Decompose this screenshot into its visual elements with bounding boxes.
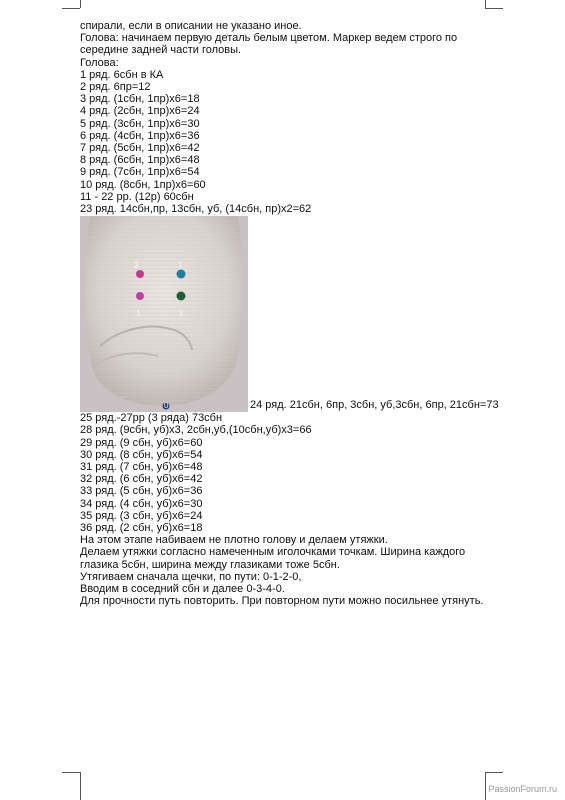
crop-mark-top-left-h [62,8,80,9]
text-line: 34 ряд. (4 сбн, уб)х6=30 [80,497,203,510]
crop-mark-top-left-v [80,0,81,8]
text-line: 30 ряд. (8 сбн, уб)х6=54 [80,448,203,461]
text-line: середине задней части головы. [80,44,242,57]
text-line: глазика 5сбн, ширина между глазиками тоже 5сбн. [80,558,340,571]
pin-label: 0 [164,401,169,411]
text-line: 35 ряд. (3 сбн, уб)х6=24 [80,509,203,522]
text-line: Делаем утяжки согласно намеченным иголочками точкам. Ширина каждого [80,546,466,559]
text-line: 7 ряд. (5сбн, 1пр)х6=42 [80,142,200,155]
text-line: 9 ряд. (7сбн, 1пр)х6=54 [80,166,200,179]
text-line: 10 ряд. (8сбн, 1пр)х6=60 [80,178,206,191]
pin-label: 1 [178,260,184,271]
text-line: 36 ряд. (2 сбн, уб)х6=18 [80,522,203,535]
text-line: Голова: начинаем первую деталь белым цветом. Маркер ведем строго по [80,32,458,45]
text-line: Для прочности путь повторить. При повторном пути можно посильнее утянуть. [80,595,484,608]
text-line: 32 ряд. (6 сбн, уб)х6=42 [80,473,203,486]
text-line: 1 ряд. 6сбн в КА [80,68,164,81]
text-line: 5 ряд. (3сбн, 1пр)х6=30 [80,117,200,130]
text-line: спирали, если в описании не указано иное. [80,20,302,32]
text-line: Вводим в соседний сбн и далее 0-3-4-0. [80,583,285,596]
text-line: 3 ряд. (1сбн, 1пр)х6=18 [80,93,200,106]
text-line: 28 ряд. (9сбн, уб)х3, 2сбн,уб,(10сбн,уб)х3=66 [80,424,312,437]
crop-mark-bottom-left-v [80,772,81,800]
pin-label: 2 [134,260,140,271]
watermark: PassionForum.ru [488,784,557,794]
photo-caption: 24 ряд. 21сбн, 6пр, 3сбн, уб,3сбн, 6пр, 21сбн=73 [250,399,499,412]
text-line: 2 ряд. 6пр=12 [80,81,151,94]
crop-mark-bottom-right-h [485,772,503,773]
pin-1-left [136,292,144,300]
pin-label: 1 [136,308,142,319]
crochet-head-photo [80,216,248,412]
pin-3 [177,292,186,301]
crochet-head-illustration [80,216,248,412]
text-line: 33 ряд. (5 сбн, уб)х6=36 [80,485,203,498]
crop-mark-bottom-right-v [485,772,486,800]
text-line: 31 ряд. (7 сбн, уб)х6=48 [80,461,203,474]
document-body [80,20,550,608]
text-line: 25 ряд.-27рр (3 ряда) 73сбн [80,412,223,425]
text-block-bottom [80,412,550,607]
photo-row [80,216,550,412]
pin-label: 3 [178,308,184,319]
text-line: 11 - 22 рр. (12р) 60сбн [80,190,194,203]
crop-mark-bottom-left-h [62,772,80,773]
text-line: 8 ряд. (6сбн, 1пр)х6=48 [80,154,200,167]
text-line: 4 ряд. (2сбн, 1пр)х6=24 [80,105,200,118]
text-line: На этом этапе набиваем не плотно голову и делаем утяжки. [80,534,388,547]
text-line: 29 ряд. (9 сбн, уб)х6=60 [80,436,203,449]
text-line: Утягиваем сначала щечки, по пути: 0-1-2-0, [80,570,302,583]
text-line: 6 ряд. (4сбн, 1пр)х6=36 [80,129,200,142]
pin-2 [136,270,144,278]
text-block-top [80,20,550,215]
text-line: Голова: [80,56,119,69]
crop-mark-top-right-v [485,0,486,8]
pin-1-right [177,270,186,279]
text-line: 23 ряд. 14сбн,пр, 13сбн, уб, (14сбн, пр)х2=62 [80,203,312,216]
crop-mark-top-right-h [485,8,503,9]
